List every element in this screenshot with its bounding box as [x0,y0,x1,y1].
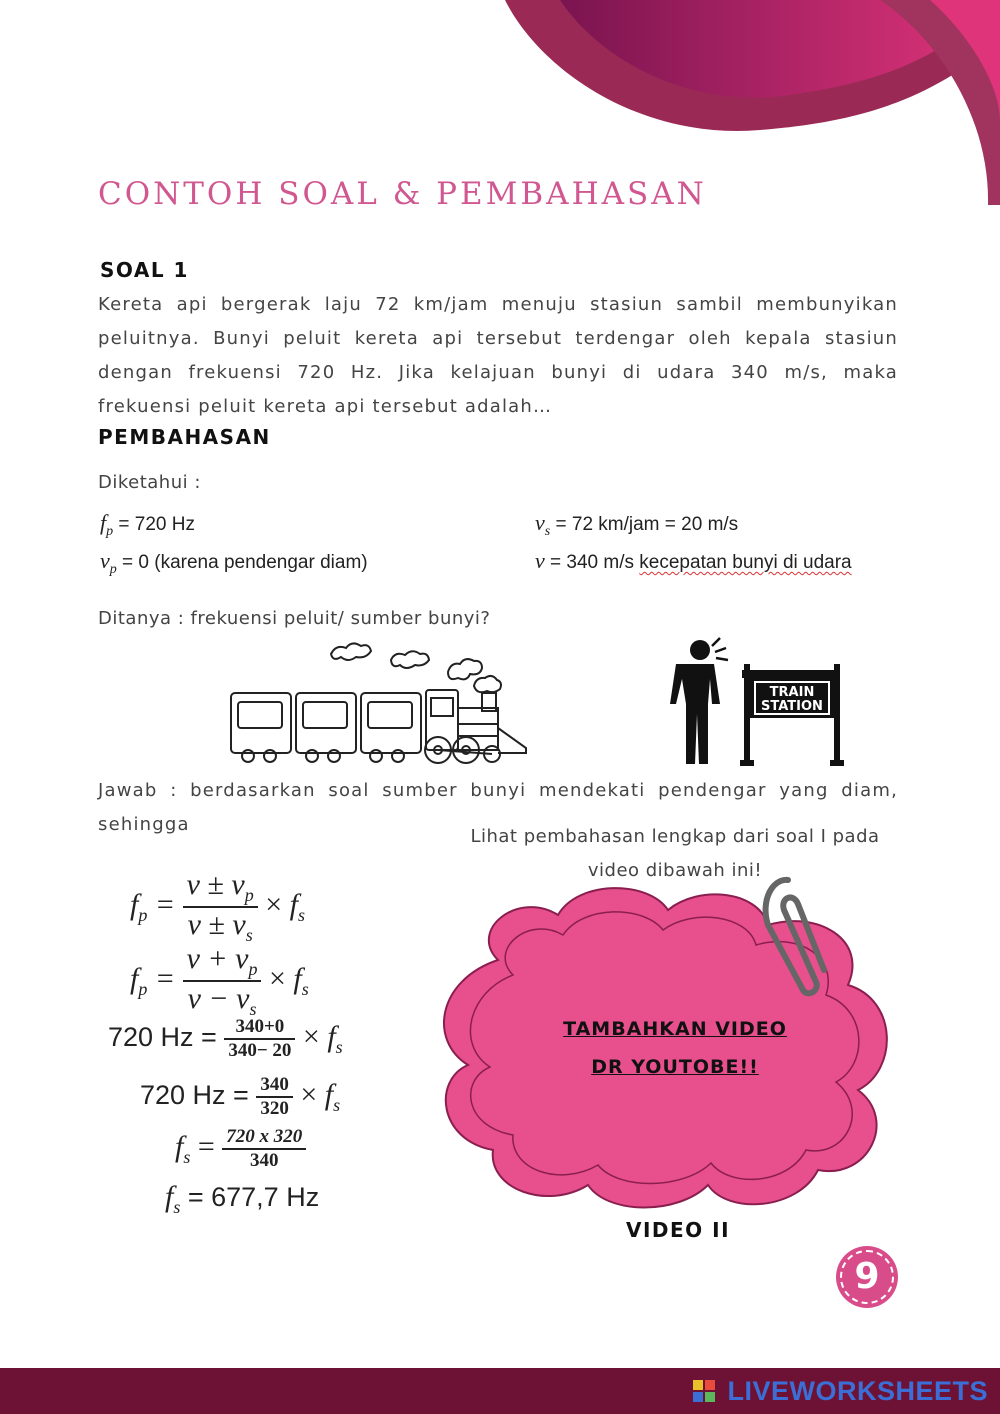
known-vp-value: = 0 (karena pendengar diam) [122,552,368,573]
question-text: Kereta api bergerak laju 72 km/jam menuju stasiun sambil membunyikan peluitnya. Bunyi peluit kereta api tersebut terdengar oleh kepala stasiun dengan frekuensi 720 Hz. Jika kelajuan bunyi di udara 340 m/s, maka frekuensi peluit kereta api tersebut adalah… [98,294,898,417]
train-illustration [226,638,536,768]
sign-line-2: STATION [761,699,823,714]
video-label: VIDEO II [626,1218,731,1242]
sign-line-1: TRAIN [769,685,815,700]
solution-label: PEMBAHASAN [98,425,271,449]
known-v: v = 340 m/s kecepatan bunyi di udara [535,548,852,573]
page-title: CONTOH SOAL & PEMBAHASAN [98,176,707,212]
known-vs-value: = 72 km/jam = 20 m/s [555,514,739,535]
known-vp: $v_p = 0$ (karena pendengar diam) [100,548,368,577]
answer-text: Jawab : berdasarkan soal sumber bunyi mendekati pendengar yang diam, sehingga [98,780,898,835]
page-number-badge: 9 [836,1246,898,1308]
formula-line-3-denominator: 340− 20 [228,1040,292,1061]
formula-line-4-lhs: 720 Hz = [140,1079,249,1110]
known-v-description: kecepatan bunyi di udara [639,552,852,573]
known-label: Diketahui : [98,472,201,493]
formula-line-4-denominator: 320 [260,1098,289,1119]
liveworksheets-logo-icon [693,1380,715,1402]
known-fp: $f_p = 720$ Hz [100,510,195,539]
formula-line-5: $f_s$ = $\frac{720 x 320}{340}$ [175,1126,306,1172]
footer-brand[interactable]: LIVEWORKSHEETS [727,1376,988,1406]
formula-result-value: = 677,7 Hz [187,1182,320,1212]
formula-line-3-lhs: 720 Hz = [108,1021,217,1052]
formula-line-5-denominator: 340 [250,1150,279,1171]
video-placeholder-text[interactable] [530,1010,820,1086]
formula-line-5-numerator: 720 x 320 [222,1126,306,1150]
known-v-value: = 340 m/s [550,552,635,573]
formula-line-3-numerator: 340+0 [224,1016,295,1040]
formula-result: $f_s = 677,7$ Hz [165,1180,320,1217]
formula-line-4: 720 Hz = $\frac{340}{320}$ × $f_s$ [140,1074,341,1119]
station-master-illustration [660,634,850,770]
video-placeholder-line-2: DR YOUTOBE!! [591,1056,759,1078]
formula-line-2: $f_p$ = $\frac{v + v_p}{v - v_s}$ × $f_s$ [130,942,309,1019]
formula-line-1: $f_p$ = $\frac{v \pm v_p}{v \pm v_s}$ × $f_s$ [130,868,305,945]
asked-text: Ditanya : frekuensi peluit/ sumber bunyi? [98,608,491,629]
known-vs: $v_s = 72$ km/jam = 20 m/s [535,510,739,539]
formula-line-4-numerator: 340 [256,1074,293,1098]
formula-line-3: 720 Hz = $\frac{340+0}{340- 20}$ × $f_s$ [108,1016,343,1061]
known-fp-value: = 720 Hz [118,514,195,535]
video-instruction: Lihat pembahasan lengkap dari soal I pada video dibawah ini! [470,826,880,881]
question-label: SOAL 1 [100,258,189,282]
video-placeholder-line-1: TAMBAHKAN VIDEO [563,1018,787,1040]
